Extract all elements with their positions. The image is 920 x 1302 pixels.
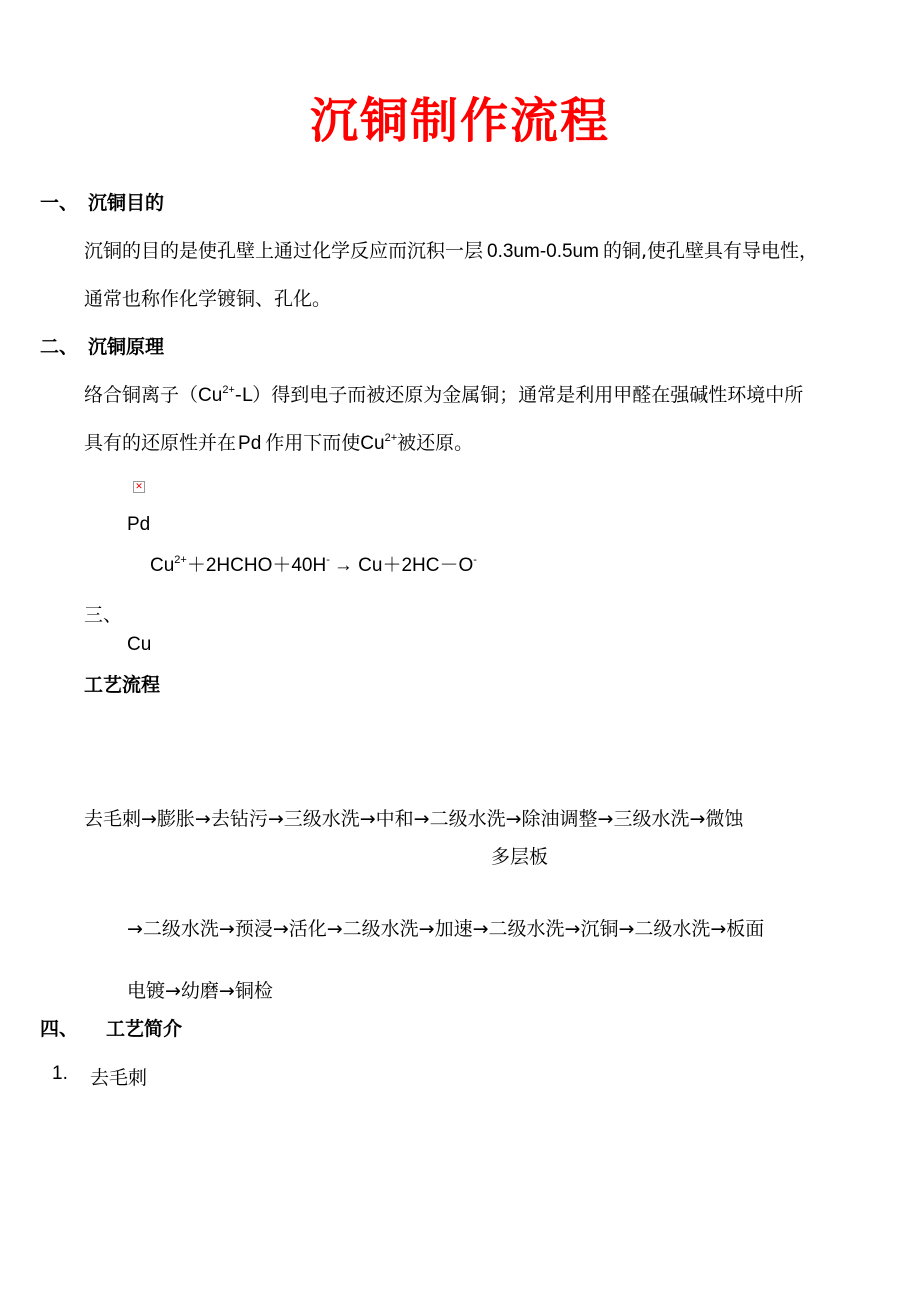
text-run: -L）得到电子而被还原为金属铜；通常是利用甲醛在强碱性环境中所 <box>234 384 804 406</box>
copper-symbol: Cu <box>360 433 385 454</box>
list-item-text: 去毛刺 <box>90 1067 148 1089</box>
process-flow-line3: 电镀→幼磨→铜检 <box>127 980 273 1002</box>
text-run: 具有的还原性并在 <box>84 432 237 454</box>
section4-heading: 工艺简介 <box>106 1018 183 1040</box>
section1-paragraph-line1 <box>84 236 818 263</box>
copper-symbol: Cu <box>150 555 175 576</box>
section3-heading: 工艺流程 <box>84 674 161 696</box>
text-run: 沉铜的目的是使孔壁上通过化学反应而沉积一层 <box>84 240 484 262</box>
section3-number: 三、 <box>84 604 123 626</box>
section2-heading: 沉铜原理 <box>88 336 165 358</box>
palladium-symbol: Pd <box>238 433 262 454</box>
catalyst-label: Pd <box>127 514 151 535</box>
equation-products: → Cu＋2HC－O <box>333 555 474 576</box>
process-flow-line1: 去毛刺→膨胀→去钻污→三级水洗→中和→二级水洗→除油调整→三级水洗→微蚀 <box>84 808 744 830</box>
list-item-number: 1. <box>52 1063 68 1084</box>
section2-paragraph-line1 <box>84 380 803 407</box>
process-flow-note: 多层板 <box>491 846 549 868</box>
charge-superscript: 2+ <box>174 554 187 566</box>
process-flow-line2: →二级水洗→预浸→活化→二级水洗→加速→二级水洗→沉铜→二级水洗→板面 <box>127 918 765 940</box>
section2-number: 二、 <box>40 336 79 358</box>
text-run: 络合铜离子（ <box>84 384 199 406</box>
charge-superscript: 2+ <box>384 432 398 444</box>
text-run: 的铜,使孔壁具有导电性， <box>602 240 819 262</box>
section1-number: 一、 <box>40 192 79 214</box>
reaction-equation <box>150 550 477 577</box>
equation-reactants: ＋2HCHO＋40H <box>186 555 327 576</box>
text-run: 作用下而使 <box>265 432 361 454</box>
section4-number: 四、 <box>40 1018 79 1040</box>
text-run: 被还原。 <box>397 432 474 454</box>
charge-superscript: 2+ <box>222 384 235 396</box>
product-label: Cu <box>127 634 152 655</box>
copper-symbol: Cu <box>198 385 223 406</box>
broken-image-icon: ✕ <box>133 481 145 493</box>
section1-paragraph-line2: 通常也称作化学镀铜、孔化。 <box>84 288 332 310</box>
document-title: 沉铜制作流程 <box>309 93 610 149</box>
charge-superscript: - <box>473 554 477 566</box>
section2-paragraph-line2 <box>84 428 473 455</box>
thickness-range: 0.3um-0.5um <box>487 241 599 262</box>
section1-heading: 沉铜目的 <box>88 192 165 214</box>
charge-superscript: - <box>326 554 330 566</box>
